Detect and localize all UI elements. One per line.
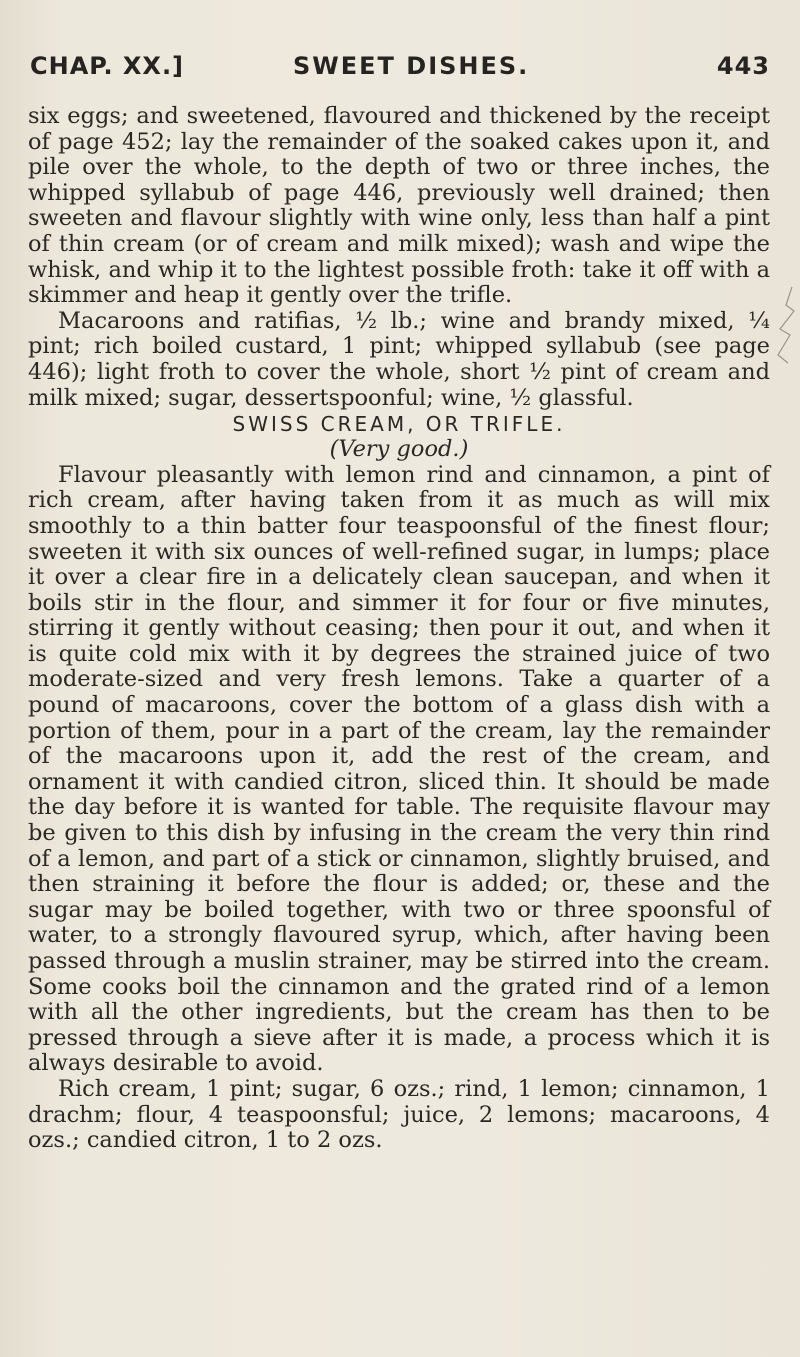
ingredients-list-swiss-cream: Rich cream, 1 pint; sugar, 6 ozs.; rind, 1 lemon; cinnamon, 1 drachm; flour, 4 teaspoonsful; juice, 2 lemons; macaroons, 4 ozs.; candied citron, 1 to 2 ozs. <box>28 1075 770 1154</box>
method-paragraph: Flavour pleasantly with lemon rind and cinnamon, a pint of rich cream, after having taken from it as much as will mix smoothly to a thin batter four teaspoonsful of the finest flour; sweeten it with six ounces of well-refined sugar, in lumps; place it over a clear fire in a delicately clean saucepan, and when it boils stir in the flour, and simmer it for four or five minutes, stirring it gently without ceasing; then pour it out, and when it is quite cold mix with it by degrees the strained juice of two moderate-sized and very fresh lemons. Take a quarter of a pound of macaroons, cover the bottom of a glass dish with a portion of them, pour in a part of the cream, lay the remainder of the macaroons upon it, add the rest of the cream, and ornament it with candied citron, sliced thin. It should be made the day before it is wanted for table. The requisite flavour may be given to this dish by infusing in the cream the very thin rind of a lemon, and part of a stick or cinnamon, slightly bruised, and then straining it before the flour is added; or, these and the sugar may be boiled together, with two or three spoonsful of water, to a strongly flavoured syrup, which, after having been passed through a muslin strainer, may be stirred into the cream. Some cooks boil the cinnamon and the grated rind of a lemon with all the other ingredients, but the cream has then to be pressed through a sieve after it is made, a process which it is always desirable to avoid. <box>28 461 770 1077</box>
page-body <box>28 104 770 1154</box>
recipe-note: (Very good.) <box>329 436 469 463</box>
running-header <box>30 52 770 92</box>
margin-pencil-mark <box>772 285 798 375</box>
ingredients-list-trifle: Macaroons and ratifias, ½ lb.; wine and brandy mixed, ¼ pint; rich boiled custard, 1 pint; whipped syllabub (see page 446); light froth to cover the whole, short ½ pint of cream and milk mixed; sugar, dessertspoonful; wine, ½ glassful. <box>28 307 770 411</box>
continuation-paragraph: six eggs; and sweetened, flavoured and thickened by the receipt of page 452; lay the remainder of the soaked cakes upon it, and pile over the whole, to the depth of two or three inches, the whipped syllabub of page 446, previously well drained; then sweeten and flavour slightly with wine only, less than half a pint of thin cream (or of cream and milk mixed); wash and wipe the whisk, and whip it to the lightest possible froth: take it off with a skimmer and heap it gently over the trifle. <box>28 103 770 309</box>
running-title: SWEET DISHES. <box>293 52 530 80</box>
chapter-label: CHAP. XX.] <box>30 52 185 80</box>
recipe-heading: SWISS CREAM, OR TRIFLE. <box>232 412 566 437</box>
page-number: 443 <box>716 52 770 80</box>
